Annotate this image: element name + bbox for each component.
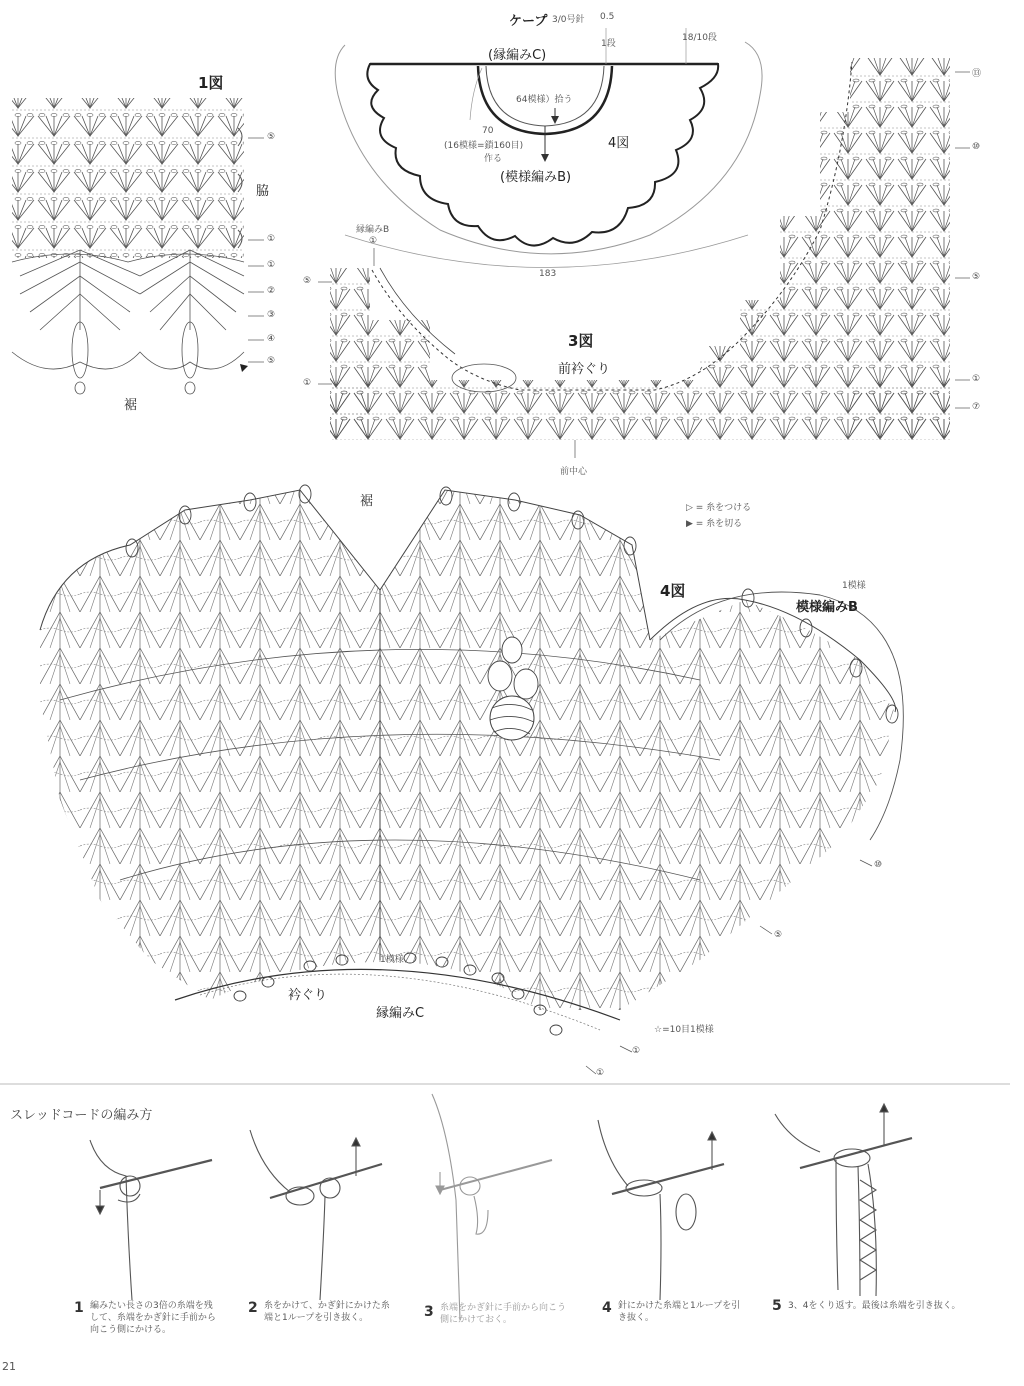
step-2-text: 糸をかけて、かぎ針にかけた糸端と1ループを引き抜く。 <box>264 1301 390 1323</box>
fig3-right-marker-1: ⑩ <box>972 142 981 152</box>
step-3-number: 3 <box>424 1304 434 1320</box>
dim-1row: 1段 <box>601 39 616 49</box>
legend-attach: ▷ = 糸をつける <box>686 503 752 513</box>
fig1-marker-1: ① <box>267 234 276 244</box>
step-2-illustration <box>250 1130 382 1300</box>
step-4-number: 4 <box>602 1300 612 1316</box>
fig4-star-note: ☆=10目1模様 <box>654 1025 714 1035</box>
fig1-marker-5: ④ <box>267 334 276 344</box>
step-4-text: 針にかけた糸端と1ループを引き抜く。 <box>618 1301 741 1323</box>
fig3-right-marker-3: ① <box>972 374 981 384</box>
fig4-marker-3: ① <box>596 1068 605 1078</box>
fig4-pattern-b: 模様編みB <box>796 600 858 615</box>
rows-1810: 18/10段 <box>682 33 717 43</box>
step-3-text: 糸端をかぎ針に手前から向こう側にかけておく。 <box>440 1303 567 1325</box>
fig4-ref: 4図 <box>608 136 630 151</box>
step-5-illustration <box>775 1104 912 1296</box>
fig1-chart <box>12 98 264 394</box>
fig3-neckline-label: 前衿ぐり <box>558 362 611 377</box>
page-number: 21 <box>2 1360 16 1373</box>
fig4-one-pattern-c: 1模様 <box>380 955 404 965</box>
step-1-number: 1 <box>74 1300 84 1316</box>
fig1-marker-0: ⑤ <box>267 132 276 142</box>
pattern-desc: (16模様=鎖160目) <box>444 141 524 151</box>
fig1-side-label: 脇 <box>256 184 270 199</box>
fig3-right-marker-2: ⑤ <box>972 272 981 282</box>
fig4-title: 4図 <box>660 582 686 600</box>
step-5-number: 5 <box>772 1298 782 1314</box>
step-4-illustration <box>598 1120 724 1300</box>
fig3-left-marker-1: ① <box>303 378 312 388</box>
fig1-marker-3: ② <box>267 286 276 296</box>
fig4-chart <box>40 480 903 1074</box>
make-label: 作る <box>484 154 503 164</box>
fig3-edge-b-marker: ① <box>369 236 378 246</box>
fig1-hem-label: 裾 <box>124 398 138 413</box>
step-5-text: 3、4をくり返す。最後は糸端を引き抜く。 <box>788 1301 961 1311</box>
pattern-b-label: (模様編みB) <box>500 170 572 185</box>
fig4-hem-label: 裾 <box>360 494 374 509</box>
fig1-marker-4: ③ <box>267 310 276 320</box>
fig4-marker-1: ⑤ <box>774 930 783 940</box>
fig3-chart <box>318 58 970 458</box>
fig3-center-front: 前中心 <box>560 467 588 477</box>
fig4-one-pattern: 1模様 <box>842 581 866 591</box>
fig4-edge-c: 縁編みC <box>376 1006 425 1021</box>
fig1-marker-6: ⑤ <box>267 356 276 366</box>
pattern-64-label: 64模様）拾う <box>516 95 573 105</box>
fig4-marker-2: ① <box>632 1046 641 1056</box>
fig3-left-marker-0: ⑤ <box>303 276 312 286</box>
step-1-illustration <box>90 1140 212 1300</box>
fig3-right-marker-0: ⑬ <box>972 69 982 79</box>
legend-cut: ▶ = 糸を切る <box>686 519 743 529</box>
thread-cord-illustrations <box>90 1094 912 1320</box>
fig3-edge-b: 縁編みB <box>356 225 390 235</box>
width-70: 70 <box>482 126 494 136</box>
fig1-title: 1図 <box>198 74 224 92</box>
fig3-right-marker-4: ⑦ <box>972 402 981 412</box>
step-2-number: 2 <box>248 1300 258 1316</box>
dim-05: 0.5 <box>600 12 615 22</box>
edge-c-label: (縁編みC) <box>488 48 547 63</box>
thread-cord-title: スレッドコードの編み方 <box>10 1108 153 1123</box>
width-183: 183 <box>539 269 557 279</box>
fig3-title: 3図 <box>568 332 594 350</box>
cape-schematic <box>335 28 762 268</box>
cape-title: ケープ <box>509 14 548 29</box>
fig1-marker-2: ① <box>267 260 276 270</box>
fig4-neckline-label: 衿ぐり <box>288 988 328 1003</box>
needle-size: 3/0号針 <box>552 15 585 25</box>
fig4-marker-0: ⑩ <box>874 860 883 870</box>
step-3-illustration <box>432 1094 552 1320</box>
step-1-text: 編みたい長さの3倍の糸端を残して、糸端をかぎ針に手前から向こう側にかける。 <box>90 1301 216 1335</box>
